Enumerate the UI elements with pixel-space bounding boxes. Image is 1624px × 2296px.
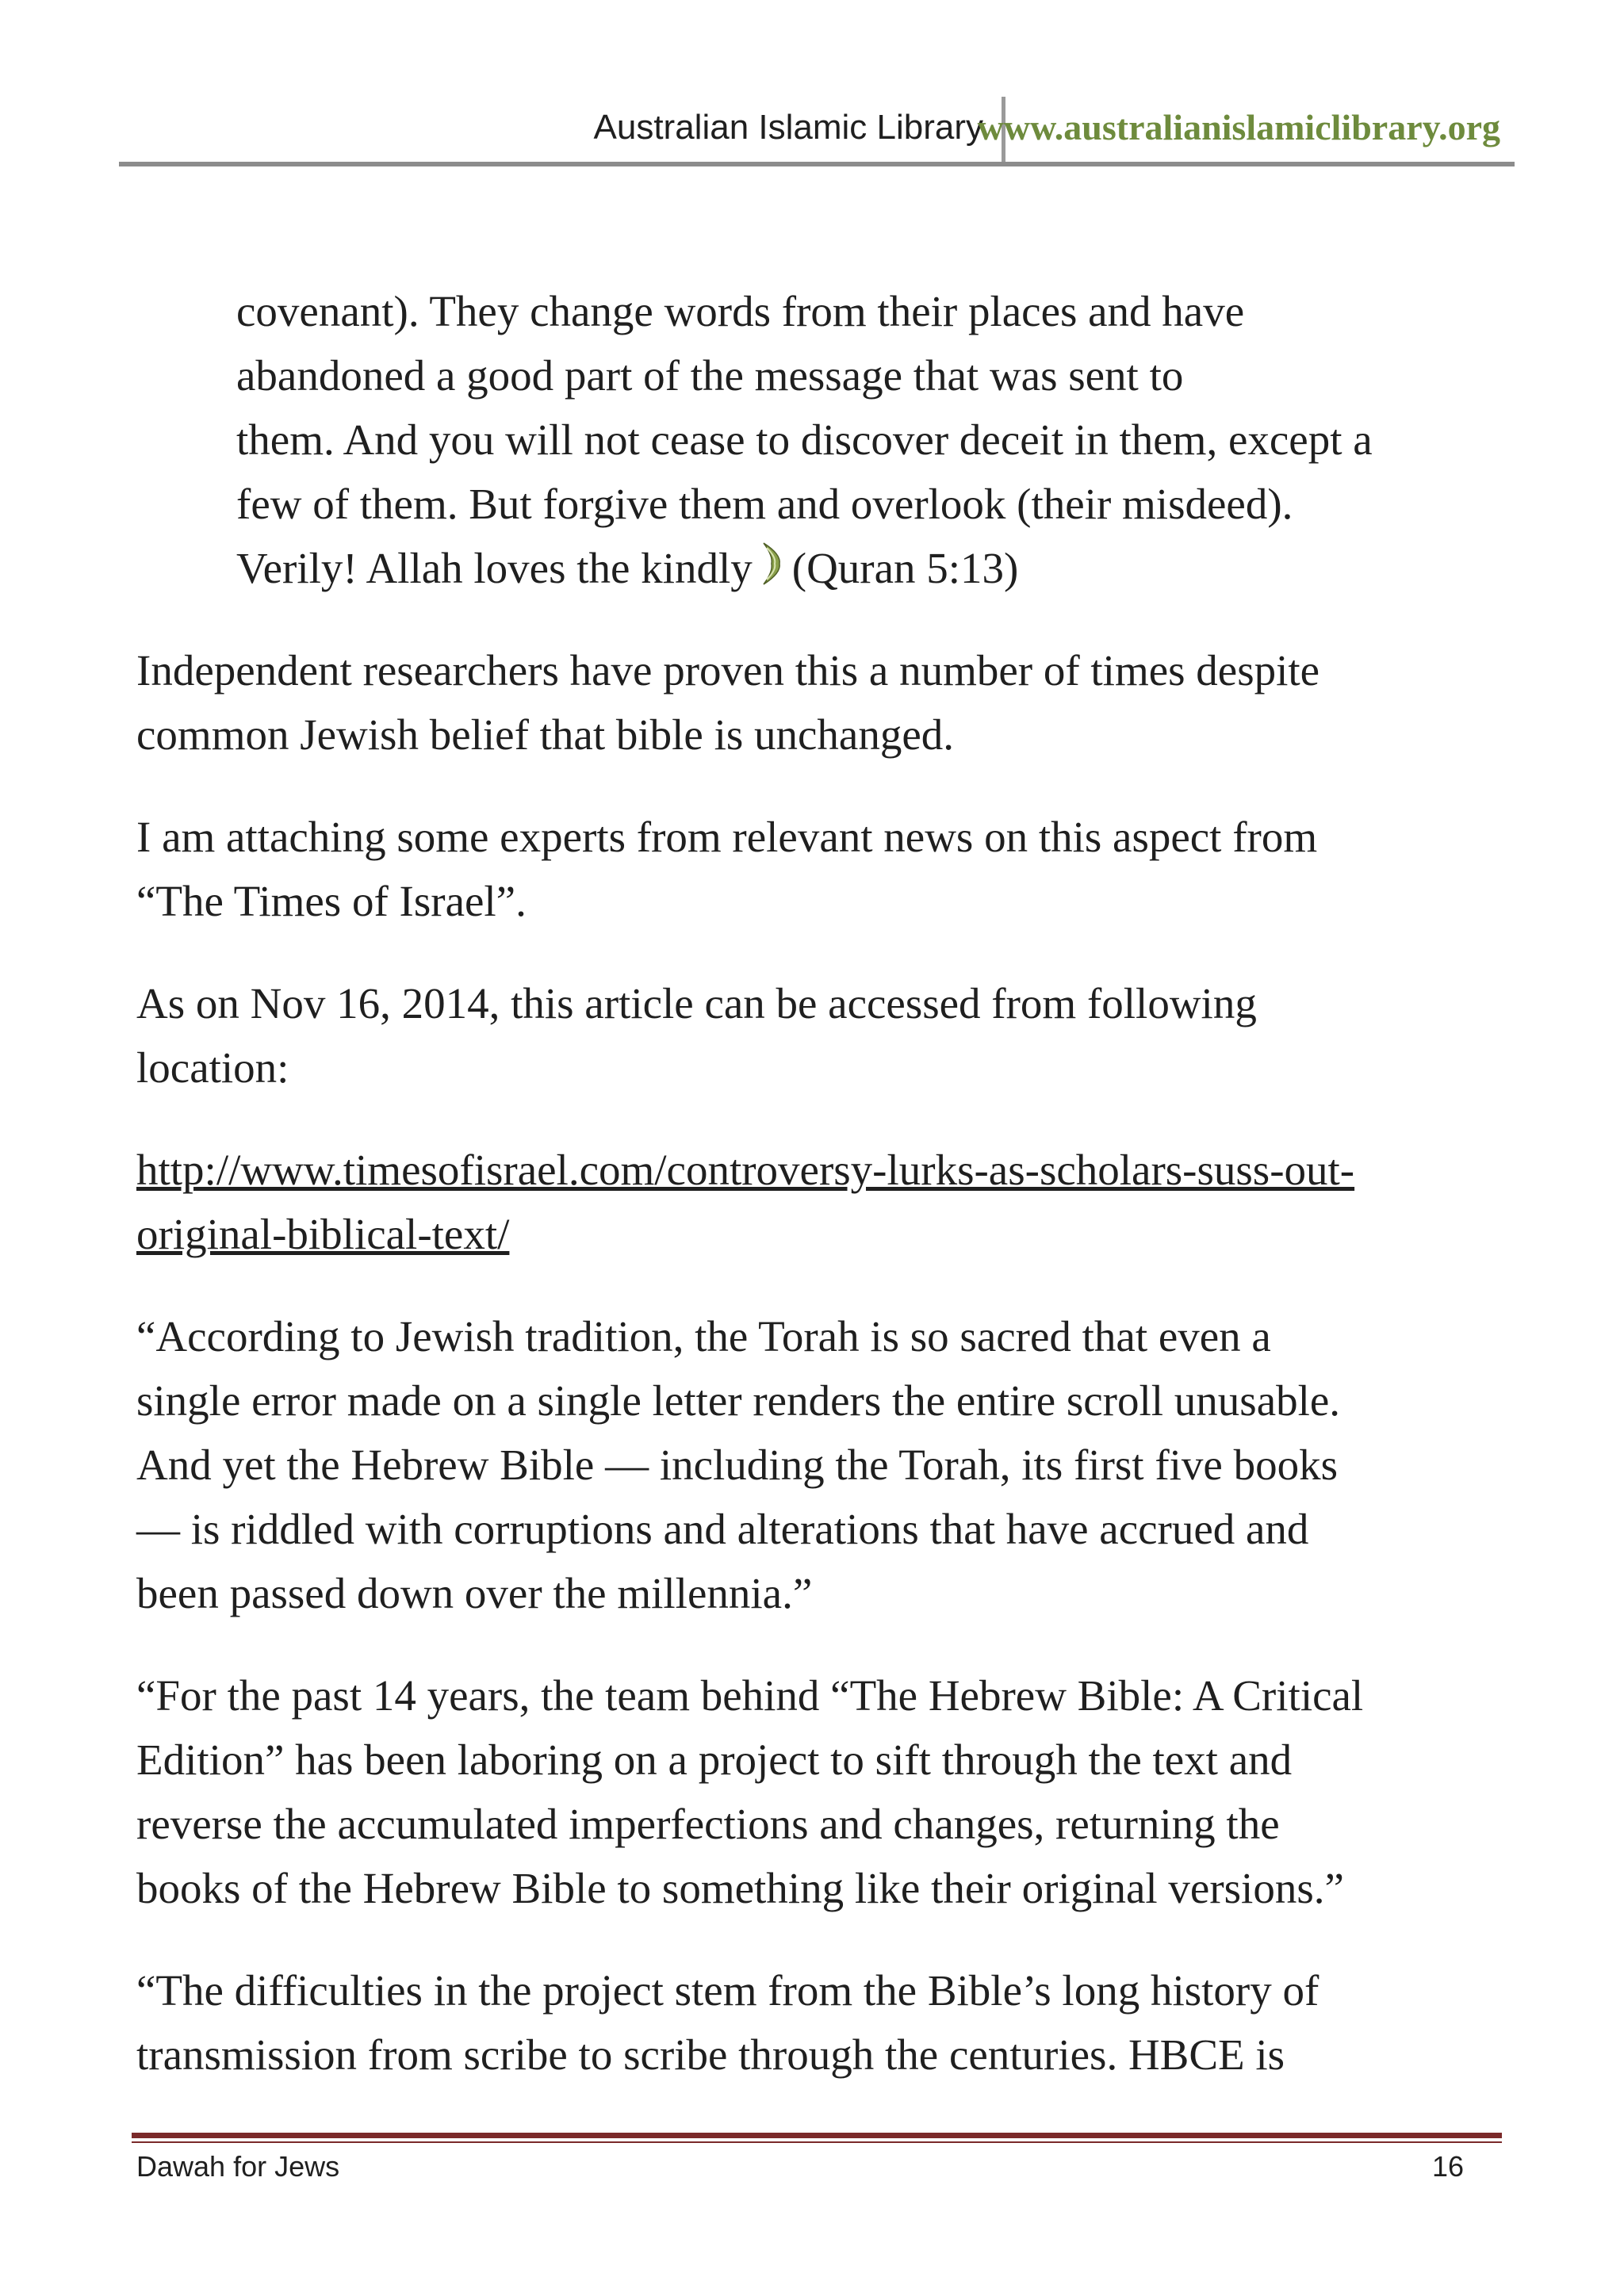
text-line: books of the Hebrew Bible to something like their original versions.” [136,1864,1344,1912]
page-header [119,94,1515,165]
paragraph-torah-quote [136,1304,1516,1625]
website-link[interactable]: www.australianislamiclibrary.org [977,107,1500,147]
text-line: I am attaching some experts from relevant news on this aspect from [136,813,1318,861]
page-number: 16 [1431,2150,1464,2183]
quote-line-last [236,536,1516,600]
paragraph-researchers [136,638,1516,767]
quote-line: them. And you will not cease to discover deceit in them, except a [236,415,1373,464]
text-line: transmission from scribe to scribe through the centuries. HBCE is [136,2030,1285,2079]
page-content [136,279,1516,2125]
text-line: “According to Jewish tradition, the Torah is so sacred that even a [136,1312,1271,1360]
library-name: Australian Islamic Library [593,108,983,147]
text-line: Independent researchers have proven this a number of times despite [136,646,1320,695]
text-line: reverse the accumulated imperfections and changes, returning the [136,1800,1280,1848]
quote-line-text: Verily! Allah loves the kindly [236,544,753,592]
quote-line: abandoned a good part of the message that was sent to [236,351,1184,400]
text-line: As on Nov 16, 2014, this article can be accessed from following [136,979,1257,1027]
footer-rule [132,2133,1502,2138]
article-link[interactable] [136,1138,1516,1266]
quran-quote [236,279,1516,600]
paragraph-access-date [136,971,1516,1100]
footer-rule-thin [132,2141,1502,2143]
text-line: single error made on a single letter renders the entire scroll unusable. [136,1376,1341,1425]
paragraph-difficulties [136,1958,1516,2087]
paragraph-attaching [136,805,1516,933]
quran-reference: (Quran 5:13) [791,544,1019,592]
text-line: “For the past 14 years, the team behind “The Hebrew Bible: A Critical [136,1671,1364,1720]
footer-title: Dawah for Jews [136,2150,340,2183]
text-line: “The Times of Israel”. [136,877,527,925]
quote-line: covenant). They change words from their places and have [236,287,1245,335]
quote-line: few of them. But forgive them and overlook (their misdeed). [236,480,1293,528]
text-line: common Jewish belief that bible is unchanged. [136,710,955,759]
text-line: Edition” has been laboring on a project to sift through the text and [136,1735,1293,1784]
header-rule [119,162,1515,166]
link-line[interactable]: http://www.timesofisrael.com/controversy-lurks-as-scholars-suss-out- [136,1146,1355,1194]
text-line: — is riddled with corruptions and alterations that have accrued and [136,1505,1309,1553]
text-line: location: [136,1043,289,1092]
link-line[interactable]: original-biblical-text/ [136,1210,510,1258]
text-line: been passed down over the millennia.” [136,1569,813,1617]
quran-bracket-icon [760,540,784,587]
paragraph-hbce-team [136,1663,1516,1920]
text-line: And yet the Hebrew Bible — including the Torah, its first five books [136,1441,1338,1489]
text-line: “The difficulties in the project stem from the Bible’s long history of [136,1966,1320,2015]
